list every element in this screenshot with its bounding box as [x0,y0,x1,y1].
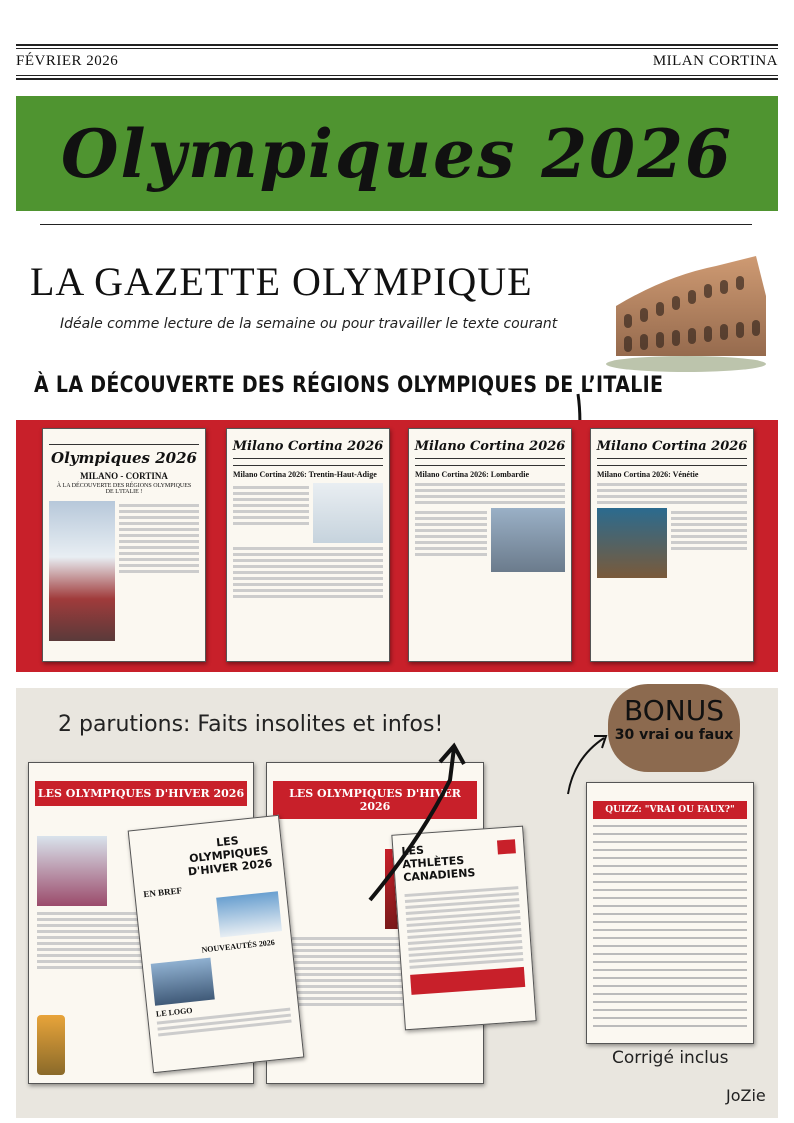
preview-1-sub: MILANO - CORTINA [80,471,168,481]
title-underline [40,224,752,225]
issue-inner-title: LES OLYMPIQUES D'HIVER 2026 [187,834,273,879]
issue-date: FÉVRIER 2026 [16,53,119,69]
issue-inner-logo: LE LOGO [155,1005,193,1019]
issue-inner-page [128,815,305,1074]
preview-2-sub: Milano Cortina 2026: Trentin-Haut-Adige [233,470,377,479]
gazette-heading: LA GAZETTE OLYMPIQUE [30,259,533,304]
preview-page-2 [226,428,390,662]
preview-1-title: Olympiques 2026 [51,449,197,467]
preview-page-4 [590,428,754,662]
preview-2-title: Milano Cortina 2026 [232,439,384,454]
preview-page-3 [408,428,572,662]
issue-1-title: LES OLYMPIQUES D'HIVER 2026 [35,781,247,806]
author-signature: JoZie [726,1086,766,1105]
parutions-heading: 2 parutions: Faits insolites et infos! [58,712,444,737]
preview-page-1 [42,428,206,662]
preview-3-sub: Milano Cortina 2026: Lombardie [415,470,529,479]
preview-3-title: Milano Cortina 2026 [414,439,566,454]
mid-rule [16,75,778,76]
main-title: Olympiques 2026 [61,114,733,193]
bonus-sub: 30 vrai ou faux [614,727,734,743]
curved-arrow-icon [360,740,480,910]
athletes-title: LES ATHLÈTES CANADIENS [401,843,476,885]
preview-4-sub: Milano Cortina 2026: Vénétie [597,470,699,479]
issue-inner-news: NOUVEAUTÉS 2026 [201,937,276,955]
top-rule-thin [16,48,778,49]
issue-location: MILAN CORTINA [652,53,778,69]
top-rule [16,44,778,46]
title-banner [16,96,778,211]
quiz-title: QUIZZ: "VRAI OU FAUX?" [593,801,747,819]
mid-rule-thick [16,78,778,80]
colosseum-illustration [606,236,776,376]
preview-1-photo [49,501,115,641]
bonus-badge [608,684,740,772]
issue-inner-brief: EN BREF [142,885,183,900]
preview-1-tag: À LA DÉCOUVERTE DES RÉGIONS OLYMPIQUES DE L'ITALIE ! [56,483,192,495]
bonus-title: BONUS [624,694,724,727]
quiz-page [586,782,754,1044]
corrige-note: Corrigé inclus [612,1048,729,1068]
discover-heading: À LA DÉCOUVERTE DES RÉGIONS OLYMPIQUES DE L’ITALIE [34,372,664,398]
preview-4-title: Milano Cortina 2026 [596,439,748,454]
issue-2-title: LES OLYMPIQUES D'HIVER 2026 [273,781,477,819]
subtitle: Idéale comme lecture de la semaine ou pour travailler le texte courant [60,316,558,332]
